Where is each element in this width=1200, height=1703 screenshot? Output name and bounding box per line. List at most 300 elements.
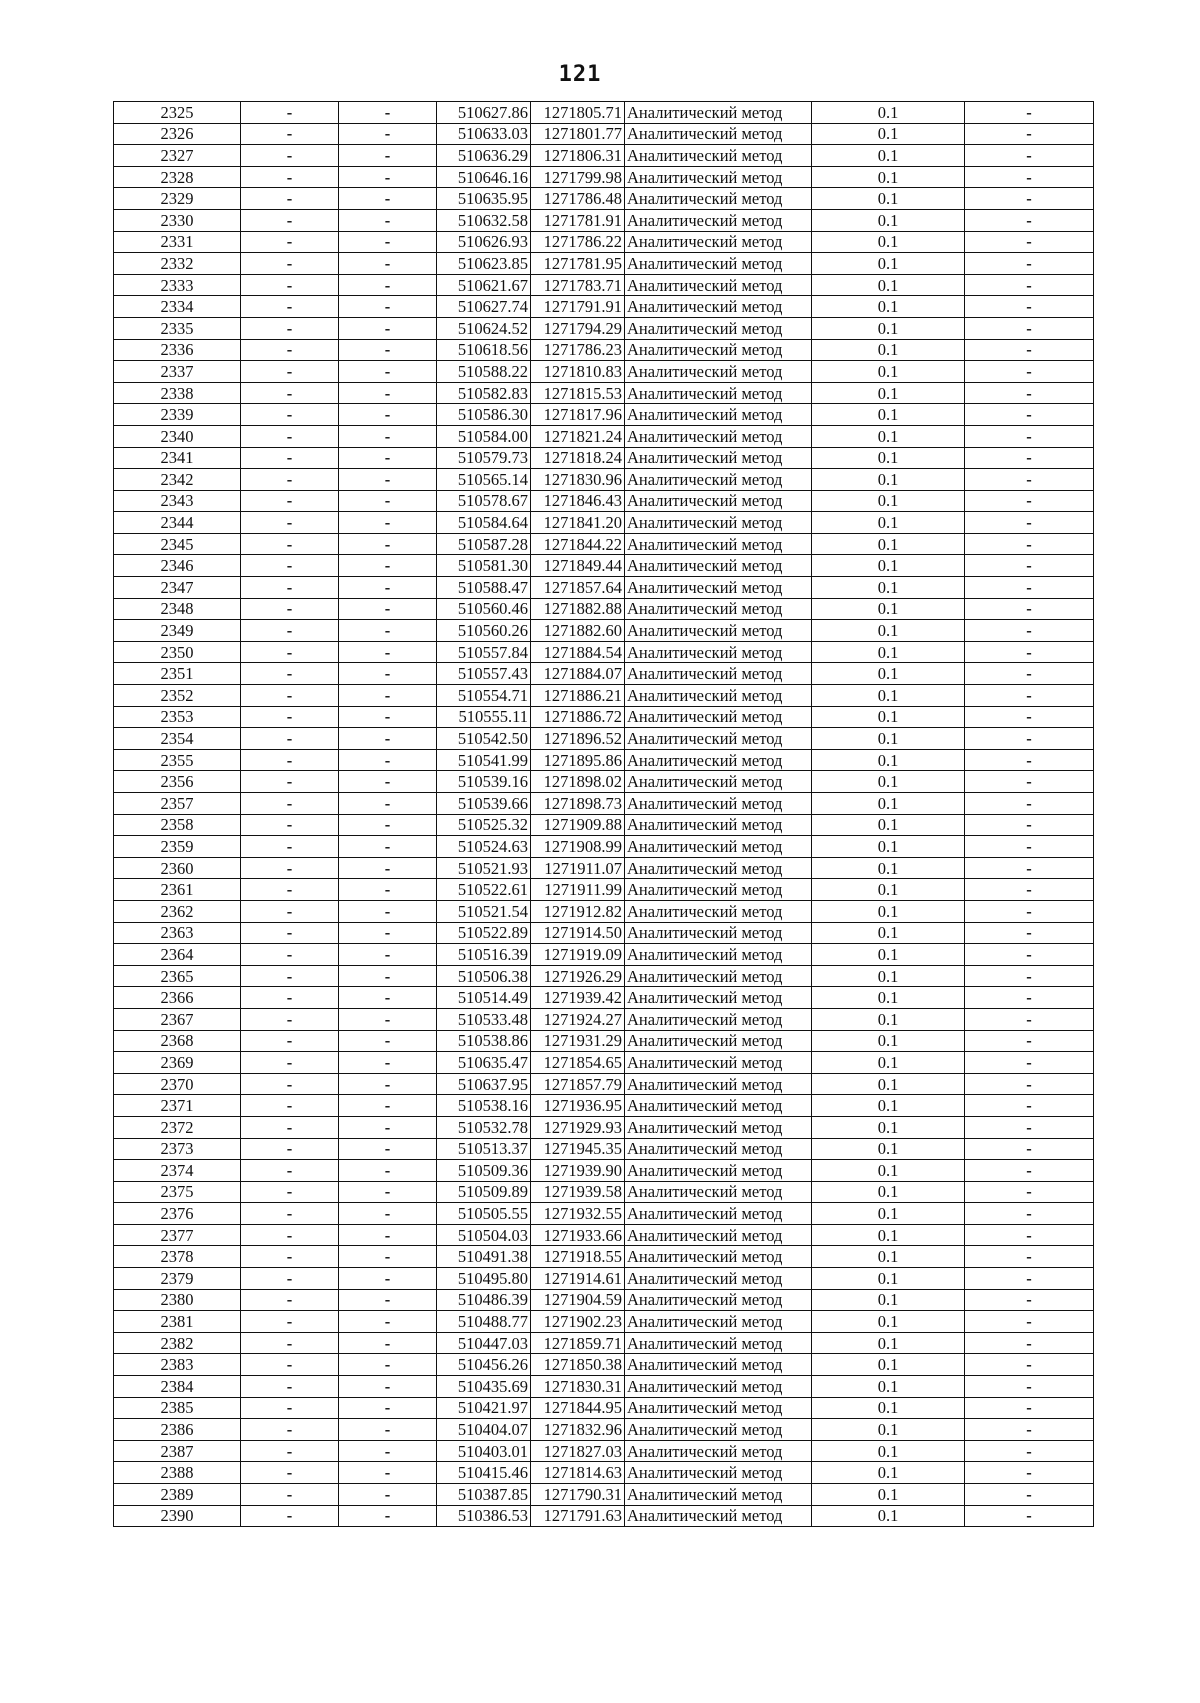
point-number-cell: 2357	[114, 793, 241, 815]
empty-value-cell: -	[339, 1095, 437, 1117]
empty-value-cell: -	[339, 749, 437, 771]
point-number-cell: 2371	[114, 1095, 241, 1117]
empty-value-cell: -	[965, 728, 1094, 750]
empty-value-cell: -	[339, 274, 437, 296]
page-number: 121	[558, 62, 602, 87]
point-number-cell: 2379	[114, 1268, 241, 1290]
empty-value-cell: -	[965, 922, 1094, 944]
empty-value-cell: -	[241, 1138, 339, 1160]
point-number-cell: 2366	[114, 987, 241, 1009]
method-cell: Аналитический метод	[625, 1354, 812, 1376]
x-coordinate-cell: 510403.01	[437, 1440, 531, 1462]
point-number-cell: 2349	[114, 620, 241, 642]
x-coordinate-cell: 510582.83	[437, 382, 531, 404]
accuracy-cell: 0.1	[812, 577, 965, 599]
point-number-cell: 2347	[114, 577, 241, 599]
method-cell: Аналитический метод	[625, 771, 812, 793]
table-row	[114, 706, 1094, 728]
accuracy-cell: 0.1	[812, 922, 965, 944]
method-cell: Аналитический метод	[625, 857, 812, 879]
accuracy-cell: 0.1	[812, 188, 965, 210]
empty-value-cell: -	[965, 447, 1094, 469]
empty-value-cell: -	[241, 1224, 339, 1246]
x-coordinate-cell: 510560.26	[437, 620, 531, 642]
point-number-cell: 2368	[114, 1030, 241, 1052]
method-cell: Аналитический метод	[625, 1224, 812, 1246]
empty-value-cell: -	[241, 1073, 339, 1095]
empty-value-cell: -	[339, 1505, 437, 1527]
accuracy-cell: 0.1	[812, 1505, 965, 1527]
point-number-cell: 2334	[114, 296, 241, 318]
y-coordinate-cell: 1271857.79	[531, 1073, 625, 1095]
x-coordinate-cell: 510491.38	[437, 1246, 531, 1268]
method-cell: Аналитический метод	[625, 1008, 812, 1030]
empty-value-cell: -	[965, 771, 1094, 793]
x-coordinate-cell: 510627.74	[437, 296, 531, 318]
empty-value-cell: -	[965, 339, 1094, 361]
accuracy-cell: 0.1	[812, 1354, 965, 1376]
empty-value-cell: -	[241, 166, 339, 188]
empty-value-cell: -	[241, 1268, 339, 1290]
method-cell: Аналитический метод	[625, 1268, 812, 1290]
method-cell: Аналитический метод	[625, 598, 812, 620]
y-coordinate-cell: 1271832.96	[531, 1419, 625, 1441]
empty-value-cell: -	[965, 1116, 1094, 1138]
empty-value-cell: -	[965, 987, 1094, 1009]
empty-value-cell: -	[339, 1484, 437, 1506]
method-cell: Аналитический метод	[625, 188, 812, 210]
empty-value-cell: -	[241, 1289, 339, 1311]
y-coordinate-cell: 1271898.73	[531, 793, 625, 815]
method-cell: Аналитический метод	[625, 879, 812, 901]
accuracy-cell: 0.1	[812, 490, 965, 512]
point-number-cell: 2382	[114, 1332, 241, 1354]
method-cell: Аналитический метод	[625, 1289, 812, 1311]
x-coordinate-cell: 510421.97	[437, 1397, 531, 1419]
table-row	[114, 1505, 1094, 1527]
x-coordinate-cell: 510486.39	[437, 1289, 531, 1311]
empty-value-cell: -	[965, 900, 1094, 922]
method-cell: Аналитический метод	[625, 1095, 812, 1117]
table-row	[114, 728, 1094, 750]
accuracy-cell: 0.1	[812, 317, 965, 339]
table-row	[114, 793, 1094, 815]
empty-value-cell: -	[339, 102, 437, 124]
x-coordinate-cell: 510533.48	[437, 1008, 531, 1030]
y-coordinate-cell: 1271783.71	[531, 274, 625, 296]
table-row	[114, 965, 1094, 987]
empty-value-cell: -	[965, 253, 1094, 275]
empty-value-cell: -	[339, 512, 437, 534]
method-cell: Аналитический метод	[625, 231, 812, 253]
empty-value-cell: -	[241, 1462, 339, 1484]
method-cell: Аналитический метод	[625, 1484, 812, 1506]
empty-value-cell: -	[339, 1397, 437, 1419]
empty-value-cell: -	[241, 1484, 339, 1506]
x-coordinate-cell: 510514.49	[437, 987, 531, 1009]
method-cell: Аналитический метод	[625, 512, 812, 534]
table-row	[114, 1440, 1094, 1462]
empty-value-cell: -	[965, 404, 1094, 426]
x-coordinate-cell: 510557.84	[437, 641, 531, 663]
empty-value-cell: -	[241, 382, 339, 404]
x-coordinate-cell: 510635.47	[437, 1052, 531, 1074]
point-number-cell: 2363	[114, 922, 241, 944]
x-coordinate-cell: 510560.46	[437, 598, 531, 620]
y-coordinate-cell: 1271929.93	[531, 1116, 625, 1138]
x-coordinate-cell: 510505.55	[437, 1203, 531, 1225]
accuracy-cell: 0.1	[812, 1376, 965, 1398]
table-row	[114, 900, 1094, 922]
y-coordinate-cell: 1271815.53	[531, 382, 625, 404]
method-cell: Аналитический метод	[625, 1052, 812, 1074]
empty-value-cell: -	[339, 641, 437, 663]
empty-value-cell: -	[339, 490, 437, 512]
empty-value-cell: -	[241, 1008, 339, 1030]
y-coordinate-cell: 1271857.64	[531, 577, 625, 599]
table-row	[114, 123, 1094, 145]
empty-value-cell: -	[339, 1160, 437, 1182]
method-cell: Аналитический метод	[625, 209, 812, 231]
accuracy-cell: 0.1	[812, 598, 965, 620]
table-row	[114, 404, 1094, 426]
table-row	[114, 987, 1094, 1009]
point-number-cell: 2344	[114, 512, 241, 534]
accuracy-cell: 0.1	[812, 274, 965, 296]
empty-value-cell: -	[241, 231, 339, 253]
empty-value-cell: -	[965, 685, 1094, 707]
point-number-cell: 2360	[114, 857, 241, 879]
method-cell: Аналитический метод	[625, 1505, 812, 1527]
y-coordinate-cell: 1271918.55	[531, 1246, 625, 1268]
table-row	[114, 922, 1094, 944]
empty-value-cell: -	[965, 188, 1094, 210]
y-coordinate-cell: 1271781.91	[531, 209, 625, 231]
y-coordinate-cell: 1271786.23	[531, 339, 625, 361]
x-coordinate-cell: 510404.07	[437, 1419, 531, 1441]
method-cell: Аналитический метод	[625, 1397, 812, 1419]
empty-value-cell: -	[965, 793, 1094, 815]
point-number-cell: 2329	[114, 188, 241, 210]
x-coordinate-cell: 510386.53	[437, 1505, 531, 1527]
x-coordinate-cell: 510516.39	[437, 944, 531, 966]
empty-value-cell: -	[241, 447, 339, 469]
x-coordinate-cell: 510504.03	[437, 1224, 531, 1246]
accuracy-cell: 0.1	[812, 469, 965, 491]
x-coordinate-cell: 510588.22	[437, 361, 531, 383]
point-number-cell: 2358	[114, 814, 241, 836]
empty-value-cell: -	[965, 1484, 1094, 1506]
accuracy-cell: 0.1	[812, 231, 965, 253]
table-row	[114, 166, 1094, 188]
point-number-cell: 2381	[114, 1311, 241, 1333]
method-cell: Аналитический метод	[625, 1181, 812, 1203]
empty-value-cell: -	[241, 728, 339, 750]
empty-value-cell: -	[241, 1311, 339, 1333]
x-coordinate-cell: 510621.67	[437, 274, 531, 296]
empty-value-cell: -	[965, 231, 1094, 253]
table-row	[114, 1008, 1094, 1030]
accuracy-cell: 0.1	[812, 1246, 965, 1268]
table-row	[114, 944, 1094, 966]
empty-value-cell: -	[241, 857, 339, 879]
method-cell: Аналитический метод	[625, 1311, 812, 1333]
method-cell: Аналитический метод	[625, 1462, 812, 1484]
empty-value-cell: -	[339, 706, 437, 728]
empty-value-cell: -	[241, 1181, 339, 1203]
x-coordinate-cell: 510632.58	[437, 209, 531, 231]
empty-value-cell: -	[241, 425, 339, 447]
method-cell: Аналитический метод	[625, 166, 812, 188]
y-coordinate-cell: 1271850.38	[531, 1354, 625, 1376]
empty-value-cell: -	[339, 1311, 437, 1333]
table-row	[114, 1462, 1094, 1484]
method-cell: Аналитический метод	[625, 922, 812, 944]
empty-value-cell: -	[339, 425, 437, 447]
accuracy-cell: 0.1	[812, 836, 965, 858]
y-coordinate-cell: 1271791.63	[531, 1505, 625, 1527]
y-coordinate-cell: 1271896.52	[531, 728, 625, 750]
empty-value-cell: -	[965, 706, 1094, 728]
point-number-cell: 2354	[114, 728, 241, 750]
table-row	[114, 231, 1094, 253]
y-coordinate-cell: 1271814.63	[531, 1462, 625, 1484]
y-coordinate-cell: 1271786.48	[531, 188, 625, 210]
point-number-cell: 2370	[114, 1073, 241, 1095]
x-coordinate-cell: 510584.64	[437, 512, 531, 534]
empty-value-cell: -	[339, 987, 437, 1009]
empty-value-cell: -	[965, 1095, 1094, 1117]
accuracy-cell: 0.1	[812, 361, 965, 383]
coordinates-table	[113, 101, 1094, 1527]
empty-value-cell: -	[965, 1311, 1094, 1333]
x-coordinate-cell: 510539.16	[437, 771, 531, 793]
empty-value-cell: -	[241, 274, 339, 296]
empty-value-cell: -	[339, 1052, 437, 1074]
empty-value-cell: -	[965, 1462, 1094, 1484]
table-row	[114, 317, 1094, 339]
x-coordinate-cell: 510623.85	[437, 253, 531, 275]
accuracy-cell: 0.1	[812, 512, 965, 534]
empty-value-cell: -	[965, 749, 1094, 771]
method-cell: Аналитический метод	[625, 1116, 812, 1138]
empty-value-cell: -	[339, 1224, 437, 1246]
empty-value-cell: -	[241, 339, 339, 361]
point-number-cell: 2372	[114, 1116, 241, 1138]
table-row	[114, 836, 1094, 858]
method-cell: Аналитический метод	[625, 728, 812, 750]
table-row	[114, 1289, 1094, 1311]
point-number-cell: 2386	[114, 1419, 241, 1441]
table-row	[114, 1160, 1094, 1182]
empty-value-cell: -	[241, 296, 339, 318]
table-row	[114, 1419, 1094, 1441]
accuracy-cell: 0.1	[812, 965, 965, 987]
point-number-cell: 2389	[114, 1484, 241, 1506]
empty-value-cell: -	[965, 1268, 1094, 1290]
y-coordinate-cell: 1271886.21	[531, 685, 625, 707]
point-number-cell: 2331	[114, 231, 241, 253]
method-cell: Аналитический метод	[625, 944, 812, 966]
empty-value-cell: -	[965, 944, 1094, 966]
empty-value-cell: -	[965, 598, 1094, 620]
accuracy-cell: 0.1	[812, 102, 965, 124]
y-coordinate-cell: 1271846.43	[531, 490, 625, 512]
table-row	[114, 425, 1094, 447]
x-coordinate-cell: 510646.16	[437, 166, 531, 188]
method-cell: Аналитический метод	[625, 469, 812, 491]
empty-value-cell: -	[339, 1376, 437, 1398]
empty-value-cell: -	[241, 1052, 339, 1074]
empty-value-cell: -	[965, 1181, 1094, 1203]
table-row	[114, 555, 1094, 577]
empty-value-cell: -	[339, 1030, 437, 1052]
accuracy-cell: 0.1	[812, 1181, 965, 1203]
empty-value-cell: -	[965, 1376, 1094, 1398]
empty-value-cell: -	[339, 1462, 437, 1484]
accuracy-cell: 0.1	[812, 814, 965, 836]
x-coordinate-cell: 510522.89	[437, 922, 531, 944]
empty-value-cell: -	[965, 1332, 1094, 1354]
empty-value-cell: -	[965, 620, 1094, 642]
y-coordinate-cell: 1271801.77	[531, 123, 625, 145]
y-coordinate-cell: 1271933.66	[531, 1224, 625, 1246]
point-number-cell: 2336	[114, 339, 241, 361]
table-body	[114, 102, 1094, 1527]
empty-value-cell: -	[339, 123, 437, 145]
y-coordinate-cell: 1271908.99	[531, 836, 625, 858]
method-cell: Аналитический метод	[625, 102, 812, 124]
accuracy-cell: 0.1	[812, 1203, 965, 1225]
empty-value-cell: -	[339, 685, 437, 707]
empty-value-cell: -	[965, 296, 1094, 318]
empty-value-cell: -	[339, 944, 437, 966]
table-row	[114, 814, 1094, 836]
y-coordinate-cell: 1271939.42	[531, 987, 625, 1009]
accuracy-cell: 0.1	[812, 1484, 965, 1506]
y-coordinate-cell: 1271821.24	[531, 425, 625, 447]
empty-value-cell: -	[339, 555, 437, 577]
x-coordinate-cell: 510456.26	[437, 1354, 531, 1376]
x-coordinate-cell: 510588.47	[437, 577, 531, 599]
x-coordinate-cell: 510506.38	[437, 965, 531, 987]
method-cell: Аналитический метод	[625, 1419, 812, 1441]
x-coordinate-cell: 510624.52	[437, 317, 531, 339]
point-number-cell: 2365	[114, 965, 241, 987]
x-coordinate-cell: 510447.03	[437, 1332, 531, 1354]
method-cell: Аналитический метод	[625, 663, 812, 685]
y-coordinate-cell: 1271939.58	[531, 1181, 625, 1203]
empty-value-cell: -	[339, 728, 437, 750]
point-number-cell: 2375	[114, 1181, 241, 1203]
empty-value-cell: -	[339, 382, 437, 404]
empty-value-cell: -	[241, 1116, 339, 1138]
empty-value-cell: -	[965, 1419, 1094, 1441]
y-coordinate-cell: 1271806.31	[531, 145, 625, 167]
empty-value-cell: -	[241, 685, 339, 707]
point-number-cell: 2339	[114, 404, 241, 426]
table-row	[114, 533, 1094, 555]
empty-value-cell: -	[241, 771, 339, 793]
accuracy-cell: 0.1	[812, 1268, 965, 1290]
accuracy-cell: 0.1	[812, 1138, 965, 1160]
empty-value-cell: -	[965, 857, 1094, 879]
y-coordinate-cell: 1271830.96	[531, 469, 625, 491]
table-row	[114, 1376, 1094, 1398]
point-number-cell: 2333	[114, 274, 241, 296]
point-number-cell: 2369	[114, 1052, 241, 1074]
y-coordinate-cell: 1271790.31	[531, 1484, 625, 1506]
x-coordinate-cell: 510521.93	[437, 857, 531, 879]
accuracy-cell: 0.1	[812, 1289, 965, 1311]
table-row	[114, 361, 1094, 383]
method-cell: Аналитический метод	[625, 123, 812, 145]
table-row	[114, 188, 1094, 210]
point-number-cell: 2330	[114, 209, 241, 231]
accuracy-cell: 0.1	[812, 555, 965, 577]
point-number-cell: 2342	[114, 469, 241, 491]
method-cell: Аналитический метод	[625, 1138, 812, 1160]
accuracy-cell: 0.1	[812, 145, 965, 167]
method-cell: Аналитический метод	[625, 1073, 812, 1095]
accuracy-cell: 0.1	[812, 987, 965, 1009]
method-cell: Аналитический метод	[625, 1203, 812, 1225]
x-coordinate-cell: 510387.85	[437, 1484, 531, 1506]
empty-value-cell: -	[241, 145, 339, 167]
x-coordinate-cell: 510521.54	[437, 900, 531, 922]
empty-value-cell: -	[241, 965, 339, 987]
x-coordinate-cell: 510538.86	[437, 1030, 531, 1052]
empty-value-cell: -	[241, 814, 339, 836]
point-number-cell: 2345	[114, 533, 241, 555]
y-coordinate-cell: 1271849.44	[531, 555, 625, 577]
method-cell: Аналитический метод	[625, 317, 812, 339]
empty-value-cell: -	[241, 123, 339, 145]
empty-value-cell: -	[339, 145, 437, 167]
y-coordinate-cell: 1271919.09	[531, 944, 625, 966]
y-coordinate-cell: 1271882.88	[531, 598, 625, 620]
empty-value-cell: -	[339, 469, 437, 491]
empty-value-cell: -	[241, 1376, 339, 1398]
accuracy-cell: 0.1	[812, 1419, 965, 1441]
empty-value-cell: -	[339, 922, 437, 944]
y-coordinate-cell: 1271818.24	[531, 447, 625, 469]
accuracy-cell: 0.1	[812, 533, 965, 555]
point-number-cell: 2385	[114, 1397, 241, 1419]
accuracy-cell: 0.1	[812, 663, 965, 685]
y-coordinate-cell: 1271909.88	[531, 814, 625, 836]
method-cell: Аналитический метод	[625, 361, 812, 383]
empty-value-cell: -	[241, 944, 339, 966]
x-coordinate-cell: 510554.71	[437, 685, 531, 707]
x-coordinate-cell: 510618.56	[437, 339, 531, 361]
x-coordinate-cell: 510557.43	[437, 663, 531, 685]
accuracy-cell: 0.1	[812, 404, 965, 426]
empty-value-cell: -	[339, 361, 437, 383]
empty-value-cell: -	[965, 102, 1094, 124]
empty-value-cell: -	[339, 1419, 437, 1441]
empty-value-cell: -	[339, 965, 437, 987]
y-coordinate-cell: 1271926.29	[531, 965, 625, 987]
empty-value-cell: -	[965, 361, 1094, 383]
x-coordinate-cell: 510525.32	[437, 814, 531, 836]
table-row	[114, 1030, 1094, 1052]
accuracy-cell: 0.1	[812, 1008, 965, 1030]
empty-value-cell: -	[339, 253, 437, 275]
point-number-cell: 2346	[114, 555, 241, 577]
method-cell: Аналитический метод	[625, 577, 812, 599]
point-number-cell: 2367	[114, 1008, 241, 1030]
